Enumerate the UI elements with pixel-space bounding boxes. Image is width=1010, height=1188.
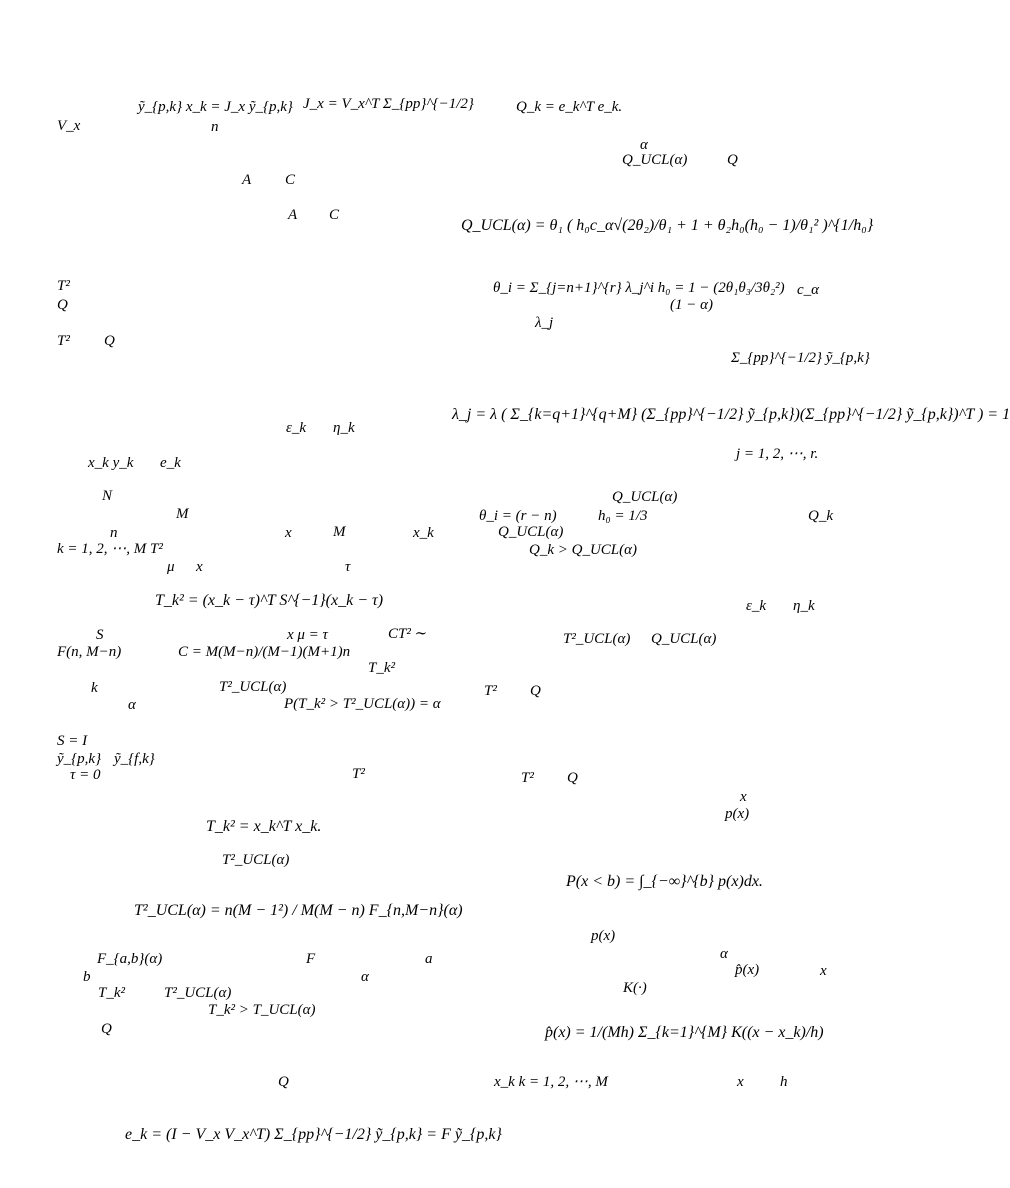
left-formula: x μ = τ bbox=[287, 627, 328, 643]
right-formula: j = 1, 2, ⋯, r. bbox=[736, 446, 819, 462]
right-formula: T² bbox=[521, 770, 534, 786]
right-formula: α bbox=[720, 946, 728, 962]
left-formula: α bbox=[361, 969, 369, 985]
right-formula: θ_i = Σ_{j=n+1}^{r} λ_j^i h₀ = 1 − (2θ₁θ₃/3θ₂²) bbox=[493, 280, 785, 296]
left-formula: C bbox=[329, 207, 340, 223]
right-formula: θ_i = (r − n) bbox=[479, 508, 557, 524]
left-formula: T² bbox=[57, 278, 70, 294]
left-formula: C = M(M−n)/(M−1)(M+1)n bbox=[178, 644, 351, 660]
left-formula: N bbox=[102, 488, 113, 504]
right-formula: p̂(x) = 1/(Mh) Σ_{k=1}^{M} K((x − x_k)/h) bbox=[545, 1024, 824, 1041]
right-formula: x bbox=[740, 789, 747, 805]
left-formula: T_k² > T_UCL(α) bbox=[208, 1002, 316, 1018]
left-formula: M bbox=[333, 524, 346, 540]
right-formula: λ_j = λ ( Σ_{k=q+1}^{q+M} (Σ_{pp}^{−1/2} ỹ_{p,k})(Σ_{pp}^{−1/2} ỹ_{p,k})^T ) = 1 bbox=[452, 406, 1010, 423]
left-formula: T_k² = (x_k − τ)^T S^{−1}(x_k − τ) bbox=[155, 592, 384, 609]
right-formula: h₀ = 1/3 bbox=[598, 508, 648, 524]
right-formula: h bbox=[780, 1074, 788, 1090]
left-formula: η_k bbox=[333, 420, 355, 436]
right-formula: P(x < b) = ∫_{−∞}^{b} p(x)dx. bbox=[566, 873, 763, 890]
right-formula: T² bbox=[484, 683, 497, 699]
left-formula: ỹ_{f,k} bbox=[114, 751, 155, 767]
left-formula: T²_UCL(α) bbox=[222, 852, 290, 868]
right-formula: Q_UCL(α) bbox=[622, 152, 688, 168]
left-formula: F_{a,b}(α) bbox=[97, 951, 163, 967]
left-formula: F bbox=[306, 951, 316, 967]
left-formula: ỹ_{p,k} x_k = J_x ỹ_{p,k} bbox=[138, 99, 293, 115]
right-formula: x bbox=[820, 963, 827, 979]
right-formula: λ_j bbox=[535, 315, 554, 331]
right-formula: Q_k > Q_UCL(α) bbox=[529, 542, 637, 558]
left-formula: e_k = (I − V_x V_x^T) Σ_{pp}^{−1/2} ỹ_{p,k} = F ỹ_{p,k} bbox=[125, 1126, 502, 1143]
right-formula: x_k k = 1, 2, ⋯, M bbox=[494, 1074, 608, 1090]
right-formula: η_k bbox=[793, 598, 815, 614]
left-formula: ỹ_{p,k} bbox=[57, 751, 102, 767]
right-formula: T²_UCL(α) bbox=[563, 631, 631, 647]
right-formula: Q_k bbox=[808, 508, 833, 524]
right-formula: Σ_{pp}^{−1/2} ỹ_{p,k} bbox=[731, 350, 870, 366]
right-formula: Q bbox=[567, 770, 578, 786]
left-formula: A bbox=[242, 172, 252, 188]
right-formula: Q_UCL(α) bbox=[498, 524, 564, 540]
left-formula: C bbox=[285, 172, 296, 188]
left-formula: x_k bbox=[413, 525, 434, 541]
right-formula: c_α bbox=[797, 282, 820, 298]
right-formula: Q bbox=[530, 683, 541, 699]
left-formula: n bbox=[211, 119, 219, 135]
left-formula: T² bbox=[57, 333, 70, 349]
left-formula: x_k y_k bbox=[88, 455, 134, 471]
left-formula: T²_UCL(α) = n(M − 1²) / M(M − n) F_{n,M−n}(α) bbox=[134, 902, 463, 919]
left-formula: a bbox=[425, 951, 433, 967]
left-formula: M bbox=[176, 506, 189, 522]
left-formula: S = I bbox=[57, 733, 88, 749]
right-formula: Q_k = e_k^T e_k. bbox=[516, 99, 623, 115]
right-formula: α bbox=[640, 137, 648, 153]
right-formula: ε_k bbox=[746, 598, 767, 614]
left-formula: P(T_k² > T²_UCL(α)) = α bbox=[284, 696, 441, 712]
right-formula: p(x) bbox=[591, 928, 616, 944]
right-formula: p̂(x) bbox=[735, 962, 760, 978]
right-formula: p(x) bbox=[725, 806, 750, 822]
right-formula: Q bbox=[727, 152, 738, 168]
left-formula: Q bbox=[278, 1074, 289, 1090]
left-formula: k bbox=[91, 680, 98, 696]
left-formula: τ bbox=[345, 559, 351, 575]
left-formula: F(n, M−n) bbox=[57, 644, 122, 660]
left-formula: x bbox=[285, 525, 292, 541]
right-formula: Q_UCL(α) bbox=[651, 631, 717, 647]
left-formula: n bbox=[110, 525, 118, 541]
left-formula: α bbox=[128, 697, 136, 713]
left-formula: T_k² = x_k^T x_k. bbox=[206, 818, 322, 835]
left-formula: τ = 0 bbox=[70, 767, 101, 783]
right-formula: K(·) bbox=[623, 980, 647, 996]
right-formula: Q_UCL(α) bbox=[612, 489, 678, 505]
left-formula: T_k² bbox=[368, 660, 395, 676]
left-formula: Q bbox=[104, 333, 115, 349]
left-formula: μ bbox=[167, 559, 175, 575]
left-formula: S bbox=[96, 627, 104, 643]
right-formula: (1 − α) bbox=[670, 297, 713, 313]
left-formula: b bbox=[83, 969, 91, 985]
left-formula: k = 1, 2, ⋯, M T² bbox=[57, 541, 163, 557]
left-formula: T_k² bbox=[98, 985, 125, 1001]
right-formula: Q_UCL(α) = θ₁ ( h₀c_α√(2θ₂)/θ₁ + 1 + θ₂h₀(h₀ − 1)/θ₁² )^{1/h₀} bbox=[461, 217, 874, 234]
left-formula: Q bbox=[101, 1021, 112, 1037]
left-formula: A bbox=[288, 207, 298, 223]
left-formula: T² bbox=[352, 766, 365, 782]
right-formula: x bbox=[737, 1074, 744, 1090]
left-formula: CT² ∼ bbox=[388, 626, 428, 642]
left-formula: ε_k bbox=[286, 420, 307, 436]
left-formula: V_x bbox=[57, 118, 81, 134]
left-formula: T²_UCL(α) bbox=[219, 679, 287, 695]
left-formula: Q bbox=[57, 297, 68, 313]
left-formula: T²_UCL(α) bbox=[164, 985, 232, 1001]
left-formula: x bbox=[196, 559, 203, 575]
left-formula: e_k bbox=[160, 455, 181, 471]
left-formula: J_x = V_x^T Σ_{pp}^{−1/2} bbox=[303, 96, 474, 112]
